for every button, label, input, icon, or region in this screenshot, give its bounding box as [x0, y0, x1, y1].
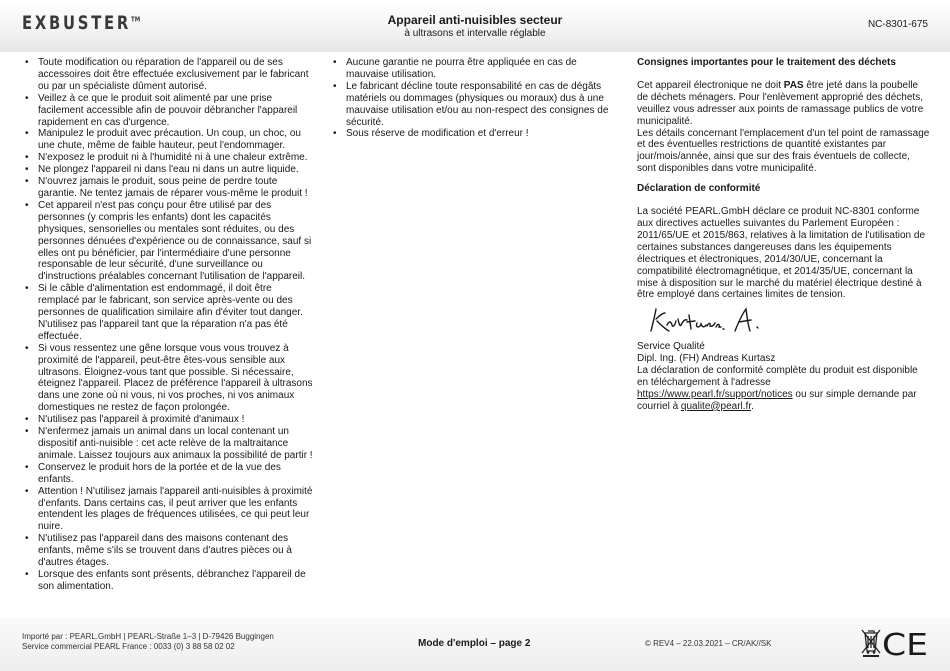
article-number: NC-8301-675 [867, 19, 928, 30]
list-item: • N'utilisez pas l'appareil à proximité d'animaux ! [25, 414, 245, 426]
list-item: • Manipulez le produit avec précaution. Un coup, un choc, ou une chute, même de faible hauteur, peut l'endommager. [25, 128, 301, 152]
bullet-icon: • [25, 461, 29, 473]
waste-paragraph-2: Les détails concernant l'emplacement d'un tel point de ramassage et des éventuelles restrictions de quantité existantes par jour/mois/année, ainsi que sur des frais éventuels de collecte, sont disponibles dans votre municipalité. [637, 127, 930, 175]
list-item: • Toute modification ou réparation de l'appareil ou de ses accessoires doit être effectuée exclusivement par le fabricant ou par un spécialiste dûment autorisé. [25, 57, 309, 92]
safety-column-1 [22, 57, 314, 593]
bullet-icon: • [333, 128, 337, 140]
bullet-icon: • [25, 533, 29, 545]
bullet-icon: • [25, 128, 29, 140]
list-item: • Conservez le produit hors de la portée et de la vue des enfants. [25, 461, 281, 485]
service-quality: Service Qualité [637, 341, 705, 353]
svg-text:CE: CE [882, 630, 928, 658]
page-header [0, 0, 950, 52]
list-item: • N'ouvrez jamais le produit, sous peine de perdre toute garantie. Ne tentez jamais de réparer vous-même le produit ! [25, 176, 308, 199]
waste-paragraph-1: Cet appareil électronique ne doit PAS être jeté dans la poubelle de déchets ménagers. Pour l'enlèvement approprié des déchets, veuillez vous adresser aux points de ramassage publics de votre municipalité. [637, 79, 924, 127]
list-item: • Ne plongez l'appareil ni dans l'eau ni dans un autre liquide. [25, 164, 299, 176]
bullet-icon: • [25, 568, 29, 580]
bullet-icon: • [25, 414, 29, 426]
service-phone: Service commercial PEARL France : 0033 (0) 3 88 58 02 02 [22, 642, 235, 651]
bullet-icon: • [25, 342, 29, 354]
list-item: • Si le câble d'alimentation est endommagé, il doit être remplacé par le fabricant, son service après-vente ou des personnes de qualification similaire afin d'éviter tout danger. N'utilisez pas l'appareil tant que la réparation n'a pas été effectuée. [25, 283, 303, 342]
document-subtitle: à ultrasons et intervalle réglable [404, 28, 546, 39]
liability-list [330, 57, 614, 140]
ce-mark-icon [882, 630, 930, 658]
bullet-icon: • [25, 176, 29, 188]
revision-info: © REV4 – 22.03.2021 – CR/AK//SK [645, 639, 772, 648]
list-item: • Aucune garantie ne pourra être appliquée en cas de mauvaise utilisation. [333, 57, 577, 80]
list-item: • Si vous ressentez une gêne lorsque vous vous trouvez à proximité de l'appareil, peut-être êtes-vous sensible aux ultrasons. Éloignez-vous tant que possible. Si nécessaire, éteignez l'appareil. Placez de préférence l'appareil à ultrasons dans une zone où ni vous, ni vos proches, ni vos animaux domestiques ne restez de façon prolongée. [25, 342, 313, 414]
list-item: • Lorsque des enfants sont présents, débranchez l'appareil de son alimentation. [25, 568, 306, 592]
download-paragraph: https://www.pearl.fr/support/notices ou sur simple demande par courriel à qualite@pearl.fr. [637, 388, 917, 412]
bullet-icon: • [25, 92, 29, 104]
list-item: • Le fabricant décline toute responsabilité en cas de dégâts matériels ou dommages (physiques ou moraux) dus à une mauvaise utilisation et/ou au non-respect des consignes de sécurité. [333, 80, 609, 128]
bullet-icon: • [25, 164, 29, 176]
bullet-icon: • [25, 199, 29, 211]
list-item: • Veillez à ce que le produit soit alimenté par une prise facilement accessible afin de pouvoir débrancher l'appareil rapidement en cas d'urgence. [25, 92, 298, 128]
signatory-name: Dipl. Ing. (FH) Andreas Kurtasz [637, 353, 776, 365]
page-label: Mode d'emploi – page 2 [418, 638, 531, 649]
list-item: • Cet appareil n'est pas conçu pour être utilisé par des personnes (y compris les enfants) dont les capacités physiques, sensorielles ou mentales sont réduites, ou des personnes dénuées d'expérience ou de connaissance, sauf si elles ont pu bénéficier, par l'intermédiaire d'une personne responsable de leur sécurité, d'une surveillance ou d'instructions préalables concernant l'utilisation de l'appareil. [25, 199, 312, 283]
list-item: • Sous réserve de modification et d'erreur ! [333, 128, 529, 140]
download-link[interactable]: https://www.pearl.fr/support/notices [637, 388, 793, 400]
bullet-icon: • [333, 80, 337, 92]
list-item: • N'utilisez pas l'appareil dans des maisons contenant des enfants, même s'ils se trouvent dans d'autres pièces ou à d'autres étages. [25, 533, 292, 569]
bullet-icon: • [333, 57, 337, 68]
conformity-heading: Déclaration de conformité [637, 183, 761, 195]
signature-icon [647, 305, 777, 337]
download-text: La déclaration de conformité complète du produit est disponible en téléchargement à l'adresse [637, 365, 918, 388]
bullet-icon: • [25, 426, 29, 438]
weee-bin-icon [860, 627, 882, 657]
page-footer [0, 618, 950, 671]
waste-heading: Consignes importantes pour le traitement des déchets [637, 57, 896, 68]
document-title: Appareil anti-nuisibles secteur [387, 13, 563, 27]
disposal-conformity-column [637, 57, 930, 413]
list-item: • N'enfermez jamais un animal dans un local contenant un dispositif anti-nuisible : cet acte relève de la maltraitance animale. Laissez toujours aux animaux la possibilité de partir ! [25, 426, 313, 461]
safety-column-2 [330, 57, 614, 140]
conformity-text: La société PEARL.GmbH déclare ce produit NC-8301 conforme aux directives actuelles suivantes du Parlement Européen : 2011/65/UE et 2015/863, relatives à la limitation de l'utilisation de certaines substances dangereuses dans les équipements électriques et électroniques, 2014/30/UE, concernant la compatibilité électromagnétique, et 2014/35/UE, concernant la mise à disposition sur le marché du matériel électrique destiné à être employé dans certaines limites de tension. [637, 206, 926, 301]
bullet-icon: • [25, 57, 29, 68]
importer-address: Importé par : PEARL.GmbH | PEARL-Straße 1–3 | D-79426 Buggingen [22, 632, 274, 641]
list-item: • Attention ! N'utilisez jamais l'appareil anti-nuisibles à proximité d'enfants. Dans certains cas, il peut arriver que les enfants entendent les plages de fréquences utilisées, ce qui peut leur nuire. [25, 485, 313, 533]
list-item: • N'exposez le produit ni à l'humidité ni à une chaleur extrême. [25, 152, 308, 164]
importer-info [22, 632, 274, 652]
bullet-icon: • [25, 485, 29, 497]
bullet-icon: • [25, 283, 29, 295]
safety-list [22, 57, 314, 593]
bullet-icon: • [25, 152, 29, 164]
email-link[interactable]: qualite@pearl.fr [680, 400, 752, 412]
exbuster-logo: EXBUSTER™ [22, 12, 141, 34]
